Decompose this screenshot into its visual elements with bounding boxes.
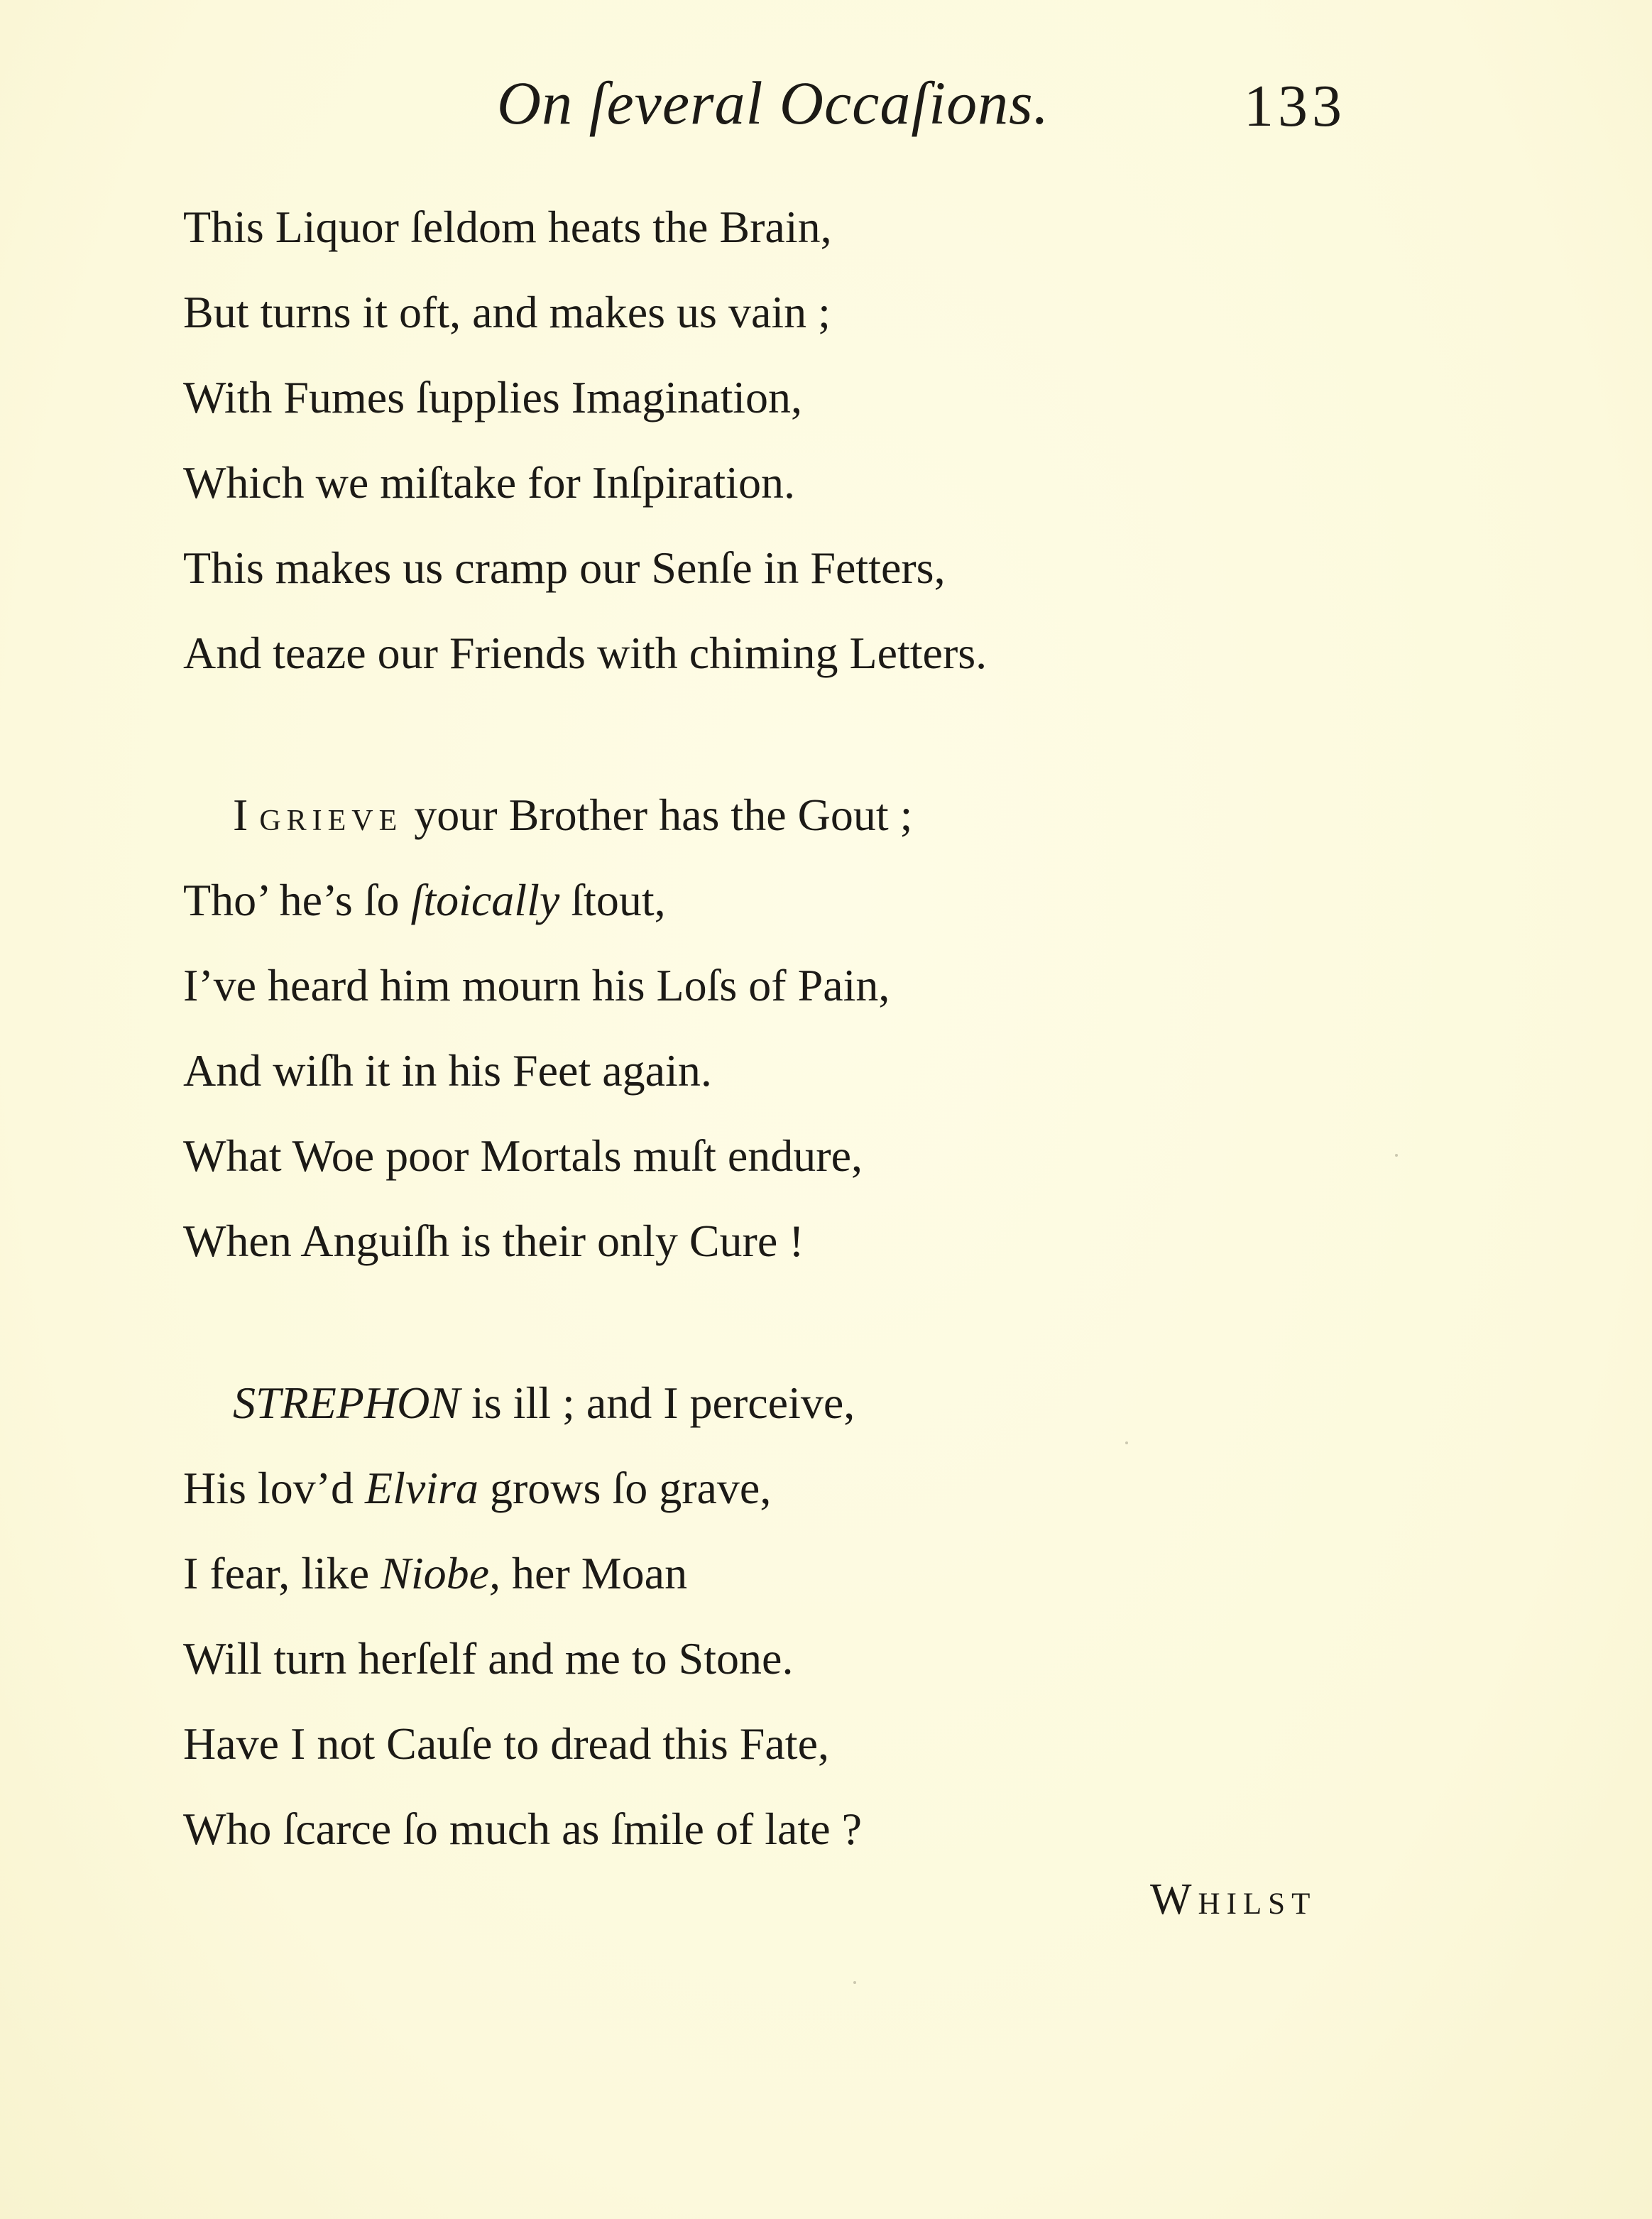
- verse-line: [183, 858, 1390, 943]
- stanza-3: [183, 1361, 1390, 1872]
- verse-line: When Anguiſh is their only Cure !: [183, 1216, 804, 1266]
- verse-line: [183, 1446, 1390, 1531]
- paper-speck: [1395, 1154, 1398, 1157]
- verse-line: Which we miſtake for Inſpiration.: [183, 457, 795, 508]
- line-text: her Moan: [500, 1548, 688, 1598]
- verse-line: Who ſcarce ſo much as ſmile of late ?: [183, 1804, 863, 1854]
- opening-rest: is ill ; and I perceive,: [460, 1378, 855, 1428]
- page-number: 133: [1244, 73, 1346, 139]
- stanza-1: [183, 185, 1390, 696]
- verse-line-opening: [183, 1361, 1390, 1446]
- line-text: grows ſo grave,: [478, 1463, 772, 1513]
- opening-rest: your Brother has the Gout ;: [403, 790, 913, 840]
- verse-line: This makes us cramp our Senſe in Fetters,: [183, 543, 946, 593]
- verse-line: And wiſh it in his Feet again.: [183, 1045, 712, 1096]
- italic-word: ſtoically: [410, 875, 560, 925]
- verse-line: [183, 1531, 1390, 1616]
- italic-name: Niobe,: [381, 1548, 501, 1598]
- running-title: On ſeveral Occaſions.: [497, 69, 1050, 137]
- opening-word: I: [233, 790, 248, 840]
- catchword: Whilst: [1150, 1875, 1317, 1924]
- line-text: Tho’ he’s ſo: [183, 875, 411, 925]
- line-text: I fear, like: [183, 1548, 381, 1598]
- verse-line-opening: [183, 773, 1390, 858]
- verse-line: Have I not Cauſe to dread this Fate,: [183, 1718, 829, 1769]
- line-text: His lov’d: [183, 1463, 365, 1513]
- opening-small-caps: grieve: [259, 792, 403, 839]
- running-head: [0, 67, 1652, 153]
- poem-body: [183, 185, 1390, 1948]
- verse-line: I’ve heard him mourn his Loſs of Pain,: [183, 960, 890, 1010]
- verse-line: What Woe poor Mortals muſt endure,: [183, 1130, 863, 1181]
- italic-name: STREPHON: [233, 1378, 460, 1428]
- paper-speck: [1125, 1441, 1128, 1444]
- stanza-2: [183, 773, 1390, 1284]
- verse-line: But turns it oft, and makes us vain ;: [183, 287, 831, 337]
- verse-line: This Liquor ſeldom heats the Brain,: [183, 202, 832, 252]
- verse-line: Will turn herſelf and me to Stone.: [183, 1633, 794, 1684]
- verse-line: And teaze our Friends with chiming Letters.: [183, 628, 988, 678]
- paper-speck: [853, 1981, 856, 1984]
- verse-line: With Fumes ſupplies Imagination,: [183, 372, 802, 422]
- line-text: ſtout,: [559, 875, 666, 925]
- italic-name: Elvira: [365, 1463, 478, 1513]
